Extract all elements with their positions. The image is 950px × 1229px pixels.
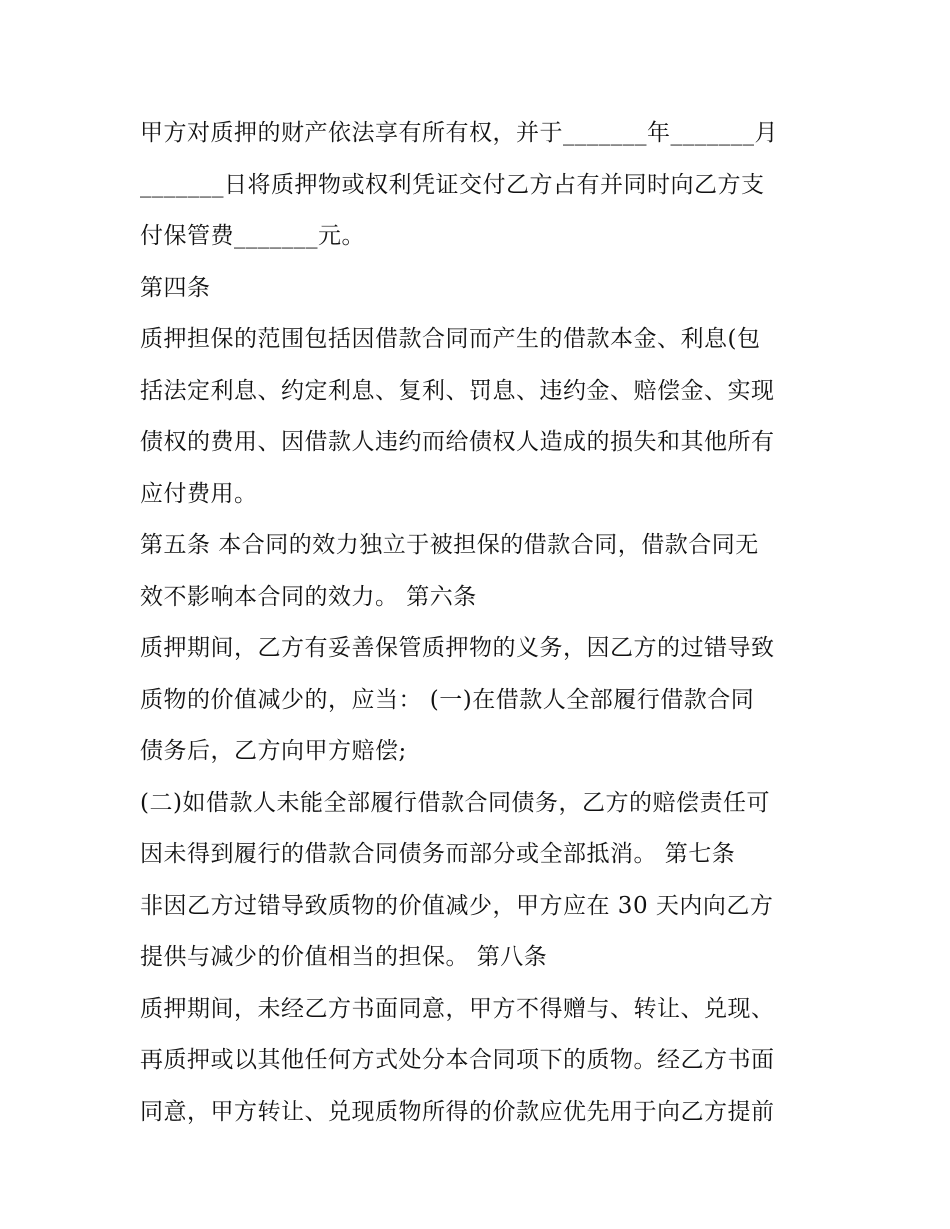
- text-line: 再质押或以其他任何方式处分本合同项下的质物。经乙方书面: [140, 1047, 775, 1073]
- text-line: 付保管费_______元。: [140, 223, 365, 249]
- text-line: 括法定利息、约定利息、复利、罚息、违约金、赔偿金、实现: [140, 377, 775, 404]
- text-line: (二)如借款人未能全部履行借款合同债务，乙方的赔偿责任可: [140, 789, 770, 816]
- text-line: 非因乙方过错导致质物的价值减少，甲方应在 30 天内向乙方: [140, 892, 774, 919]
- text-line: 质押期间，乙方有妥善保管质押物的义务，因乙方的过错导致: [140, 635, 775, 661]
- text-line: _______日将质押物或权利凭证交付乙方占有并同时向乙方支: [140, 171, 765, 198]
- text-line: 质押期间，未经乙方书面同意，甲方不得赠与、转让、兑现、: [140, 995, 775, 1022]
- text-line: 债务后，乙方向甲方赔偿;: [140, 738, 407, 764]
- text-line: 质押担保的范围包括因借款合同而产生的借款本金、利息(包: [140, 326, 761, 352]
- document-body: [140, 108, 820, 1138]
- text-line: 提供与减少的价值相当的担保。 第八条: [140, 944, 548, 970]
- section-heading: 第四条: [140, 274, 211, 301]
- text-line: 第五条 本合同的效力独立于被担保的借款合同，借款合同无: [140, 532, 759, 558]
- text-line: 甲方对质押的财产依法享有所有权，并于_______年_______月: [140, 120, 778, 146]
- text-line: 效不影响本合同的效力。 第六条: [140, 583, 477, 610]
- text-line: 因未得到履行的借款合同债务而部分或全部抵消。 第七条: [140, 841, 736, 867]
- text-line: 应付费用。: [140, 480, 258, 507]
- text-line: 同意，甲方转让、兑现质物所得的价款应优先用于向乙方提前: [140, 1098, 775, 1125]
- text-line: 债权的费用、因借款人违约而给债权人造成的损失和其他所有: [140, 429, 775, 455]
- text-line: 质物的价值减少的，应当： (一)在借款人全部履行借款合同: [140, 686, 755, 713]
